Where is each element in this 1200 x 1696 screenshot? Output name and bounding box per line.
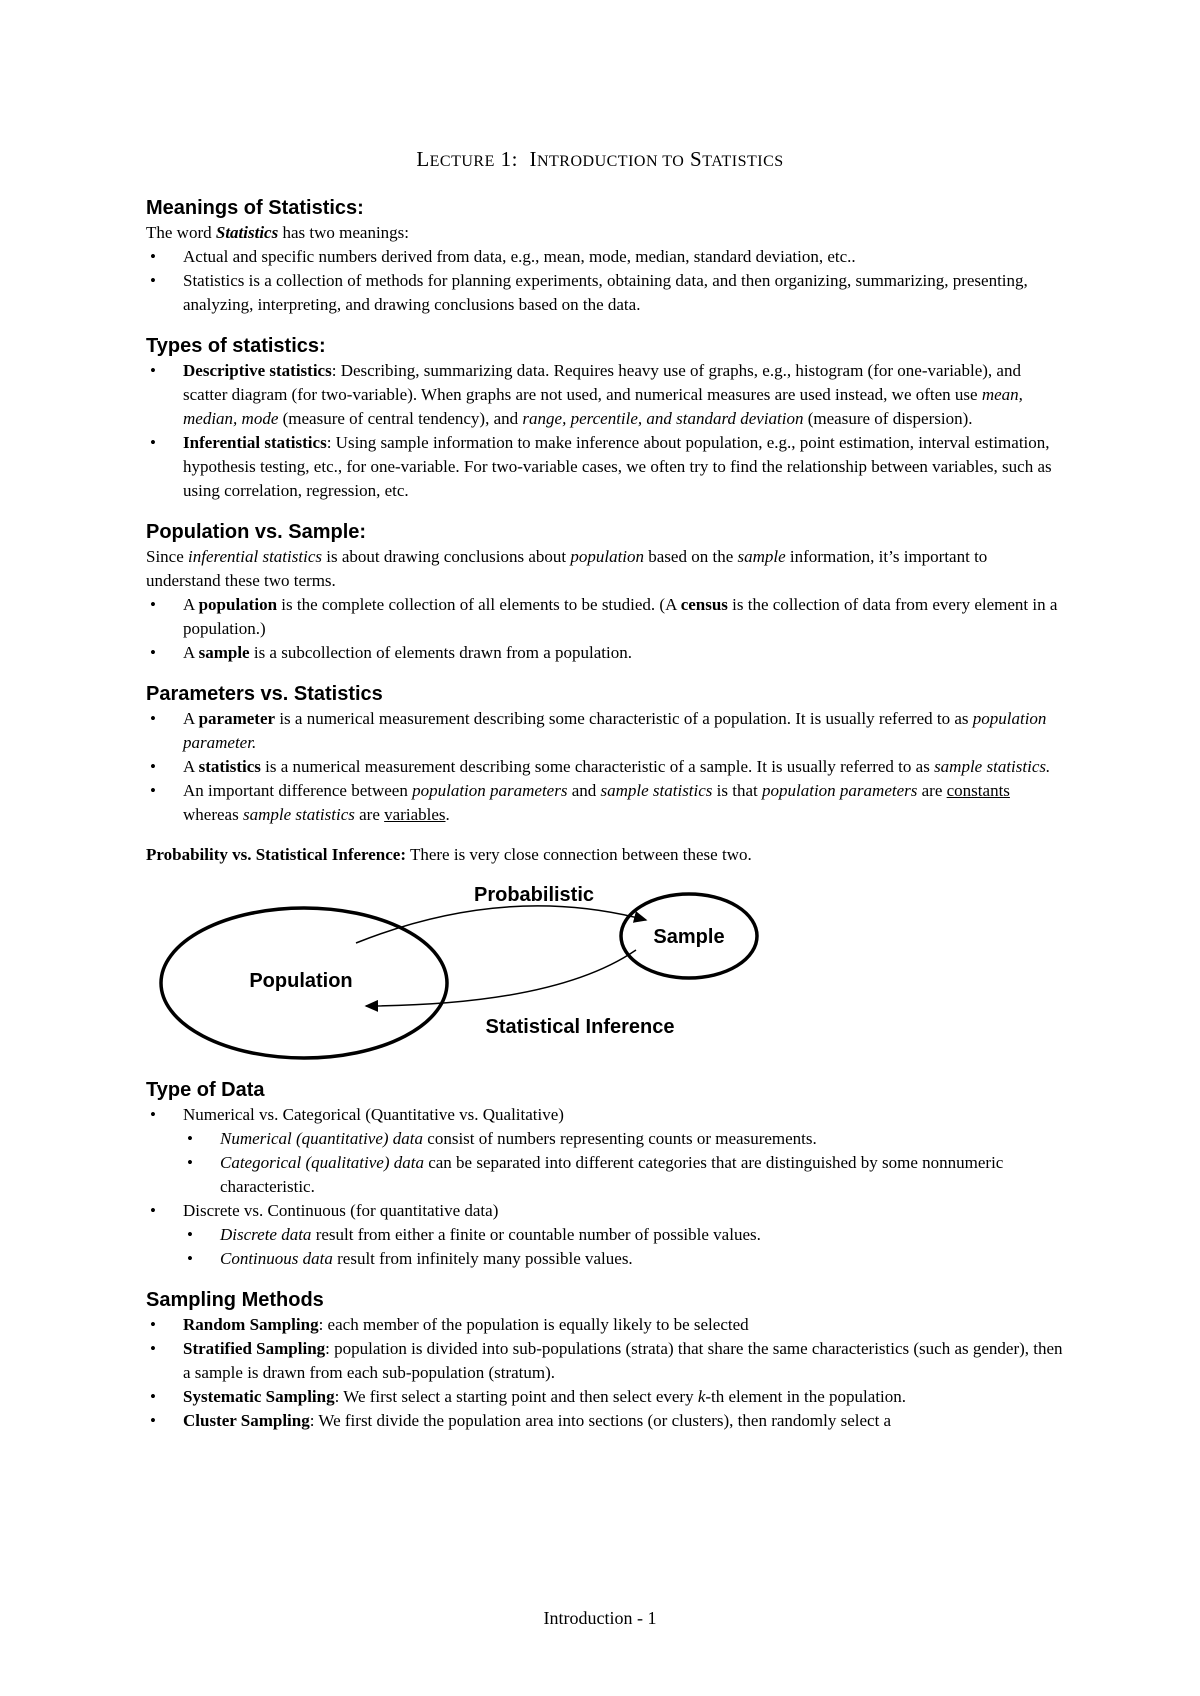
list-item: • A population is the complete collection of all elements to be studied. (A census is the collection of data from every element in a population.)	[146, 593, 1066, 641]
diagram-label-probabilistic: Probabilistic	[473, 884, 595, 906]
section-heading-meanings: Meanings of Statistics:	[146, 197, 364, 219]
popsample-list	[146, 593, 1066, 665]
datatype-list	[146, 1103, 1066, 1127]
title-part: 1:	[494, 147, 518, 171]
probabilistic-arrow	[356, 906, 646, 943]
list-item: • A sample is a subcollection of elements drawn from a population.	[146, 641, 1066, 665]
meanings-intro: The word Statistics has two meanings:	[146, 223, 410, 242]
diagram-label-inference: Statistical Inference	[485, 1016, 675, 1038]
title-part: L	[416, 147, 430, 171]
probability-line: Probability vs. Statistical Inference: There is very close connection between these two.	[146, 845, 752, 864]
list-item: • Actual and specific numbers derived from data, e.g., mean, mode, median, standard deviation, etc..	[146, 245, 1066, 269]
population-sample-diagram	[146, 875, 1066, 1065]
section-heading-types: Types of statistics:	[146, 335, 326, 357]
list-item: • An important difference between population parameters and sample statistics is that population parameters are constants whereas sample statistics are variables.	[146, 779, 1066, 827]
list-item: • A parameter is a numerical measurement describing some characteristic of a population. It is usually referred to as population parameter.	[146, 707, 1066, 755]
meanings-list	[146, 245, 1066, 317]
list-item: • Cluster Sampling: We first divide the population area into sections (or clusters), then randomly select a	[146, 1409, 1066, 1433]
list-item: • Numerical (quantitative) data consist of numbers representing counts or measurements.	[183, 1127, 1066, 1151]
params-list	[146, 707, 1066, 827]
diagram-svg	[146, 875, 1066, 1065]
datatype-sublist	[183, 1223, 1066, 1271]
document-body	[146, 195, 1066, 1433]
types-list	[146, 359, 1066, 503]
diagram-label-population: Population	[249, 970, 353, 992]
sampling-list	[146, 1313, 1066, 1433]
page-footer: Introduction - 1	[543, 1608, 657, 1628]
title-part: NTRODUCTION TO	[536, 153, 685, 170]
list-item: • Categorical (qualitative) data can be separated into different categories that are distinguished by some nonnumeric characteristic.	[183, 1151, 1066, 1199]
title-part: S	[690, 147, 703, 171]
datatype-sublist	[183, 1127, 1066, 1199]
list-item: • Statistics is a collection of methods for planning experiments, obtaining data, and then organizing, summarizing, presenting, analyzing, interpreting, and drawing conclusions based on the data.	[146, 269, 1066, 317]
list-item: • A statistics is a numerical measurement describing some characteristic of a sample. It is usually referred to as sample statistics.	[146, 755, 1066, 779]
section-heading-sampling: Sampling Methods	[146, 1289, 324, 1311]
page-title	[0, 147, 1200, 172]
popsample-intro: Since inferential statistics is about drawing conclusions about population based on the sample information, it’s important to understand these two terms.	[146, 547, 988, 590]
datatype-list	[146, 1199, 1066, 1223]
diagram-label-sample: Sample	[653, 926, 725, 948]
title-part: I	[529, 147, 537, 171]
list-item: • Numerical vs. Categorical (Quantitative vs. Qualitative)	[146, 1103, 1066, 1127]
section-heading-population-sample: Population vs. Sample:	[146, 521, 367, 543]
list-item-descriptive: • Descriptive statistics: Describing, summarizing data. Requires heavy use of graphs, e.g., histogram (for one-variable), and scatter diagram (for two-variable). When graphs are not used, and numerical measures are used instead, we often use mean, median, mode (measure of central tendency), and range, percentile, and standard deviation (measure of dispersion).	[146, 359, 1066, 431]
list-item: • Discrete vs. Continuous (for quantitative data)	[146, 1199, 1066, 1223]
list-item: • Continuous data result from infinitely many possible values.	[183, 1247, 1066, 1271]
list-item: • Stratified Sampling: population is divided into sub-populations (strata) that share the same characteristics (such as gender), then a sample is drawn from each sub-population (stratum).	[146, 1337, 1066, 1385]
section-heading-parameters: Parameters vs. Statistics	[146, 683, 383, 705]
title-part: TATISTICS	[702, 153, 784, 170]
title-part: ECTURE	[429, 153, 495, 170]
list-item-inferential: • Inferential statistics: Using sample information to make inference about population, e.g., point estimation, interval estimation, hypothesis testing, etc., for one-variable. For two-variable cases, we often try to find the relationship between variables, such as using correlation, regression, etc.	[146, 431, 1066, 503]
list-item: • Discrete data result from either a finite or countable number of possible values.	[183, 1223, 1066, 1247]
list-item: • Random Sampling: each member of the population is equally likely to be selected	[146, 1313, 1066, 1337]
section-heading-type-of-data: Type of Data	[146, 1079, 265, 1101]
inference-arrow	[366, 950, 636, 1006]
list-item: • Systematic Sampling: We first select a starting point and then select every k-th element in the population.	[146, 1385, 1066, 1409]
